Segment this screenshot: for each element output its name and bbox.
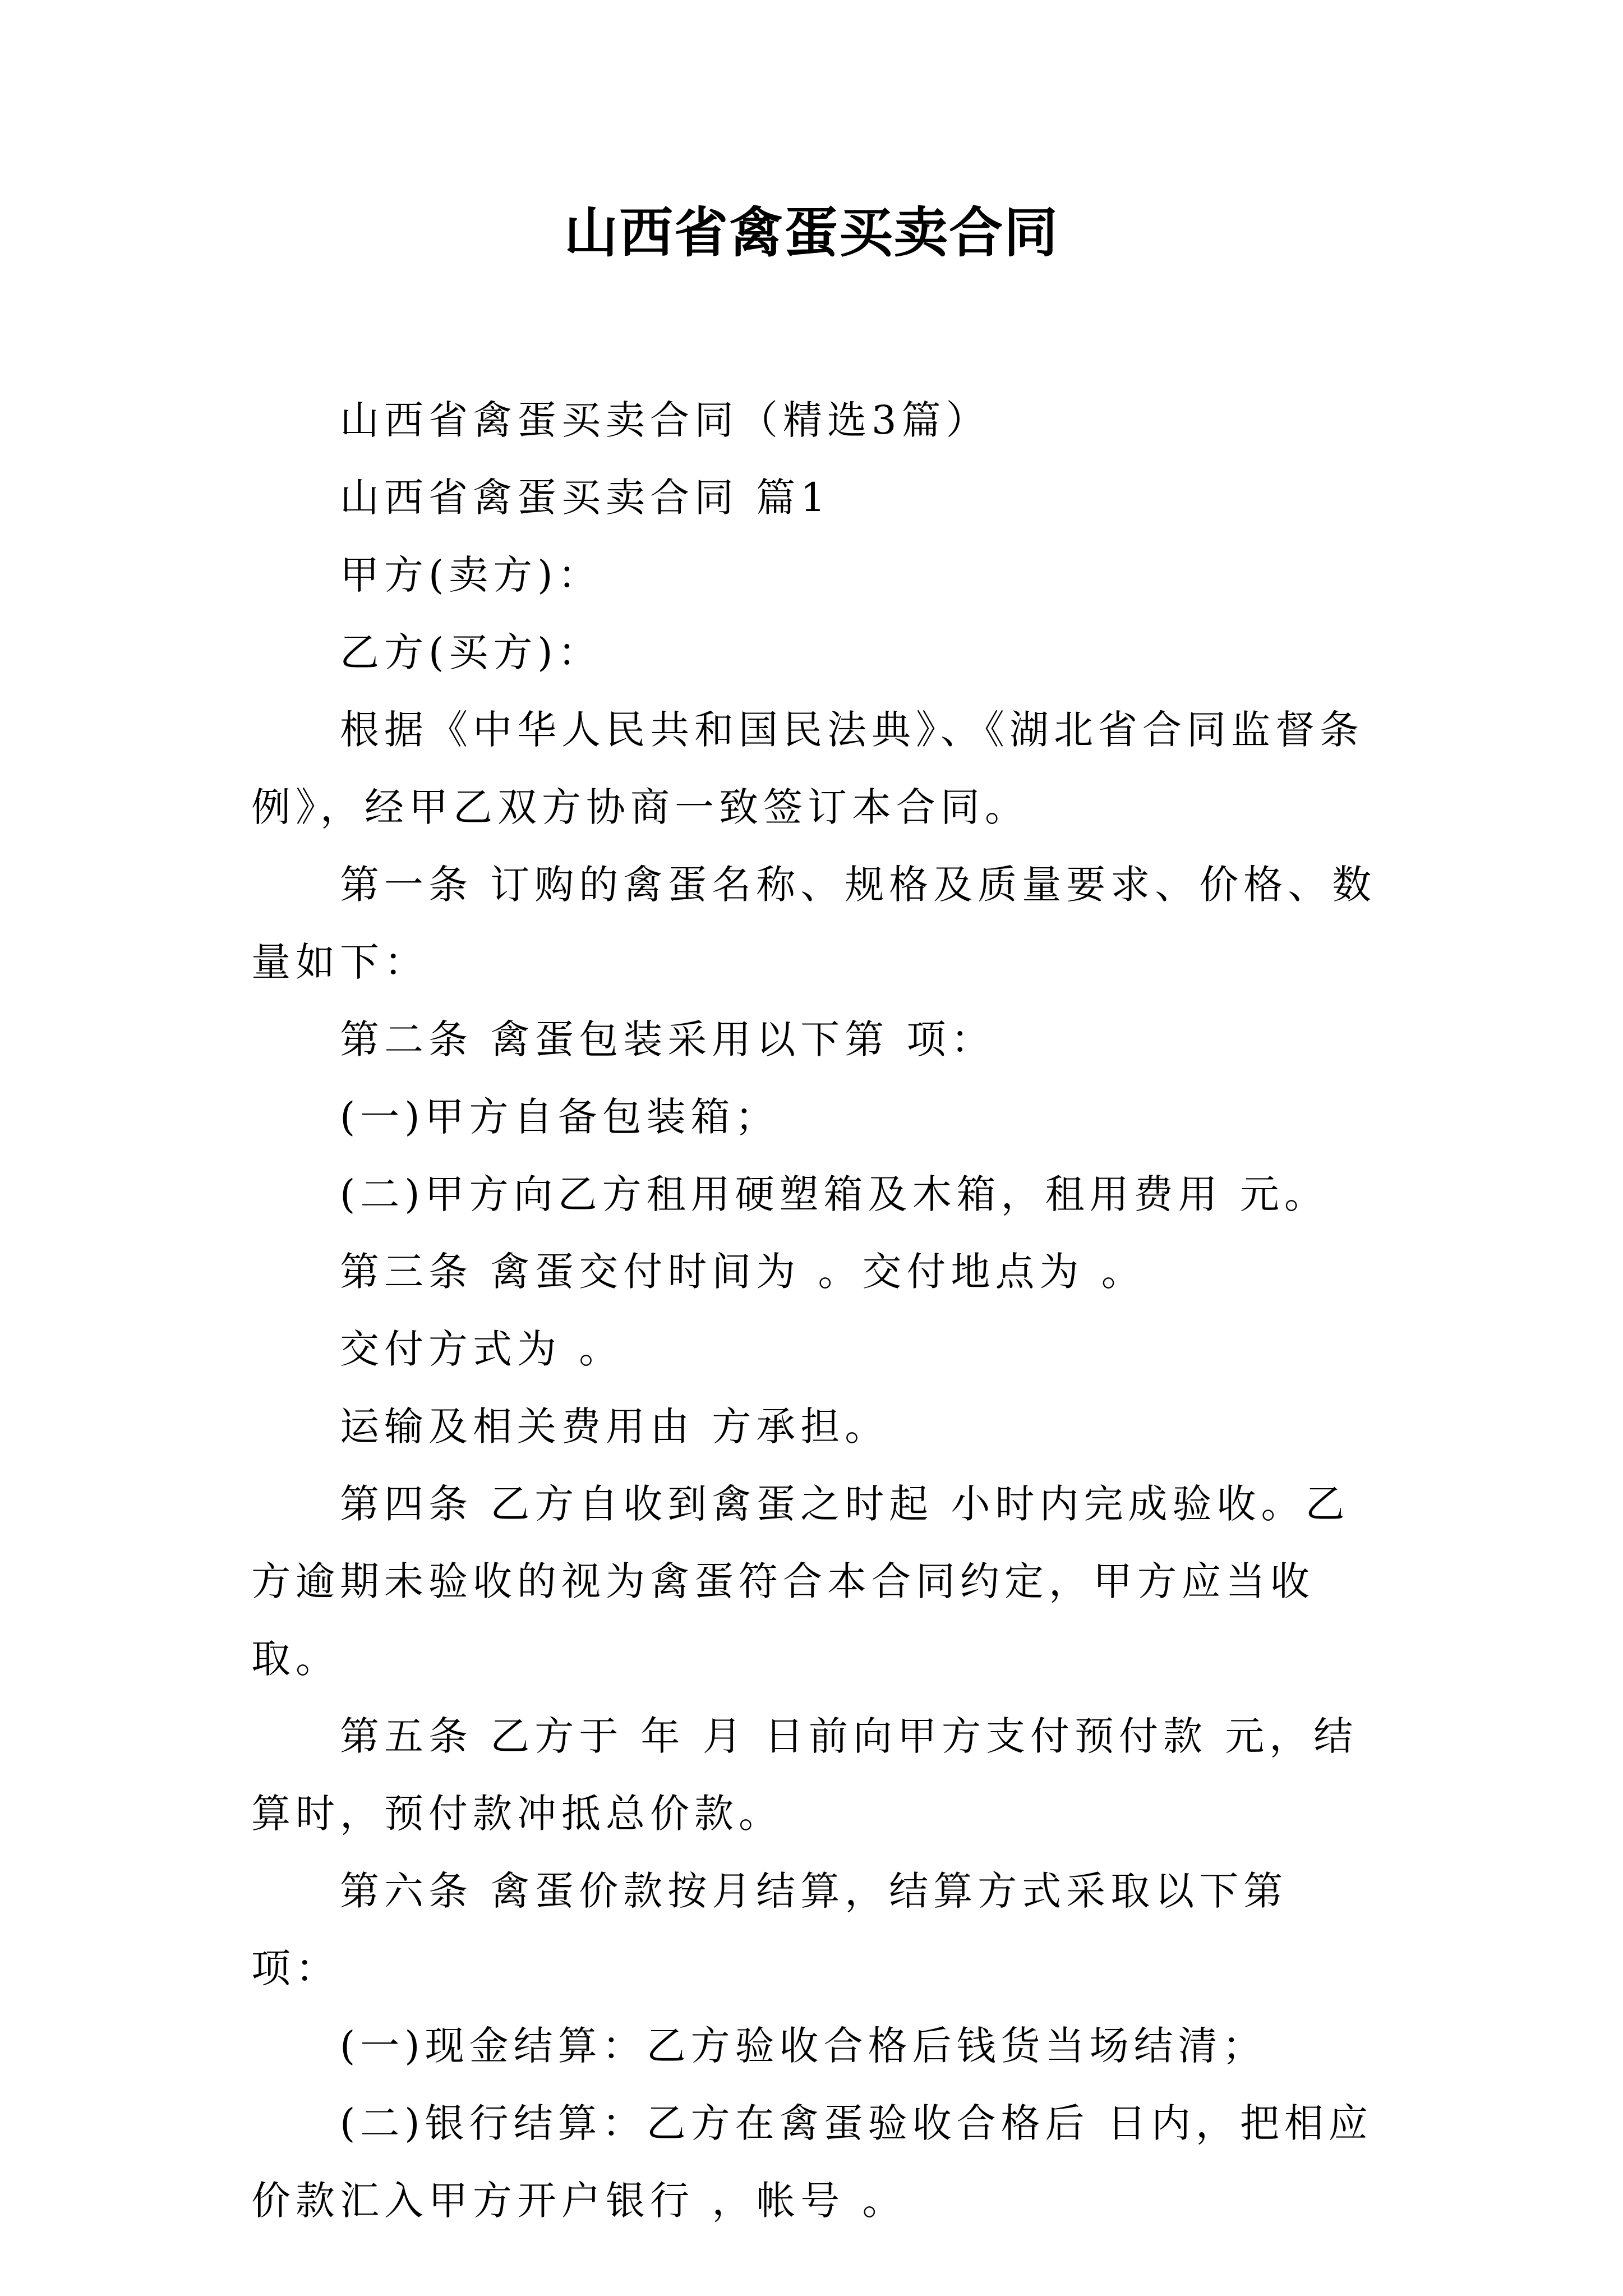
article-2: 第二条 禽蛋包装采用以下第 项：	[340, 1016, 995, 1062]
document-title: 山西省禽蛋买卖合同	[564, 201, 1059, 264]
delivery-method-line: 交付方式为 。	[340, 1326, 624, 1372]
article-5: 第五条 乙方于 年 月 日前向甲方支付预付款 元，结算时，预付款冲抵总价款。	[251, 1713, 1358, 1837]
article-2-option-2: (二)甲方向乙方租用硬塑箱及木箱，租用费用 元。	[340, 1171, 1329, 1217]
article-4: 第四条 乙方自收到禽蛋之时起 小时内完成验收。乙方逾期未验收的视为禽蛋符合本合同约定，甲方应当收取。	[251, 1481, 1350, 1682]
document-body	[251, 381, 1378, 2239]
subtitle-paragraph: 山西省禽蛋买卖合同（精选3篇）	[340, 397, 990, 443]
article-6-option-1: (一)现金结算：乙方验收合格后钱货当场结清；	[340, 2023, 1267, 2069]
party-b-line: 乙方(买方)：	[340, 629, 602, 675]
preamble-paragraph: 根据《中华人民共和国民法典》、《湖北省合同监督条例》，经甲乙双方协商一致签订本合同。	[251, 707, 1364, 830]
article-6-option-2: (二)银行结算：乙方在禽蛋验收合格后 日内，把相应价款汇入甲方开户银行 ，帐号 。	[251, 2100, 1373, 2224]
section-heading: 山西省禽蛋买卖合同 篇1	[340, 475, 831, 521]
article-2-option-1: (一)甲方自备包装箱；	[340, 1094, 780, 1140]
article-3: 第三条 禽蛋交付时间为 。交付地点为 。	[340, 1249, 1146, 1295]
article-6: 第六条 禽蛋价款按月结算，结算方式采取以下第 项：	[251, 1868, 1288, 1991]
party-a-line: 甲方(卖方)：	[340, 552, 602, 598]
article-1: 第一条 订购的禽蛋名称、规格及质量要求、价格、数量如下：	[251, 862, 1377, 985]
transport-cost-line: 运输及相关费用由 方承担。	[340, 1404, 889, 1450]
